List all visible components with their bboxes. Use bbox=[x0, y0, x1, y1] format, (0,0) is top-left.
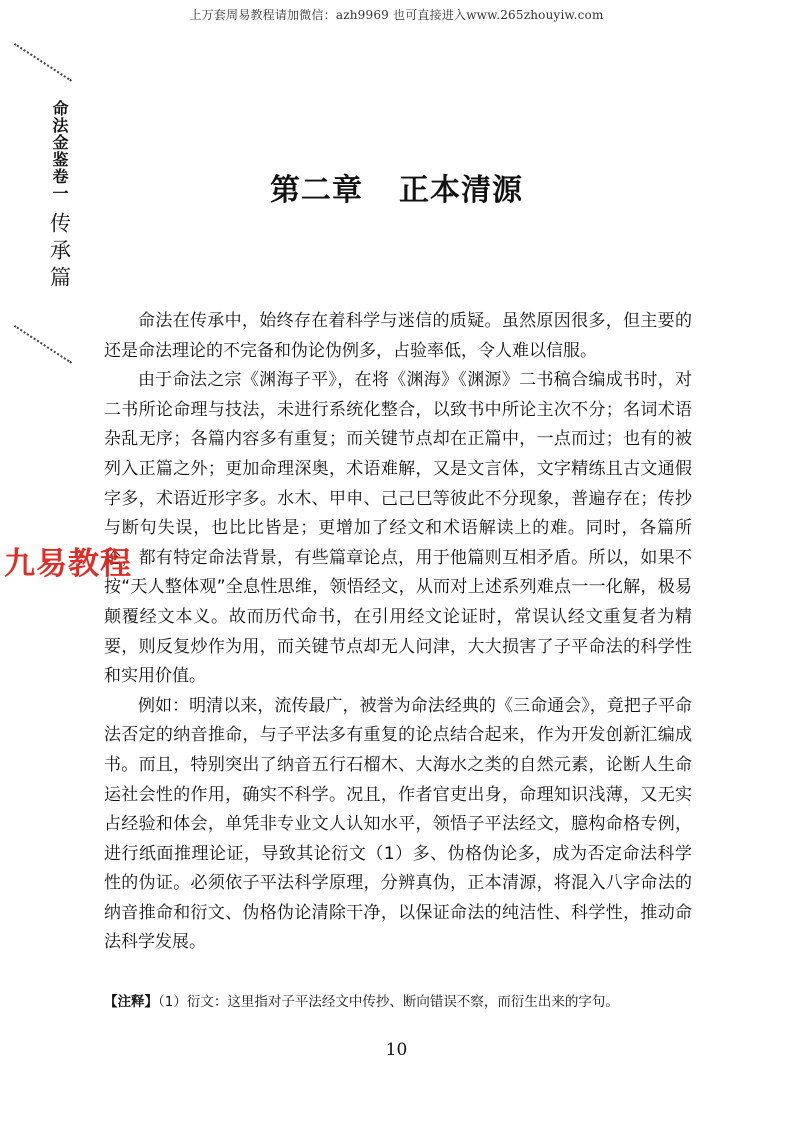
page-number: 10 bbox=[385, 1040, 408, 1060]
chapter-title: 正本清源 bbox=[399, 173, 523, 208]
chapter-number: 第二章 bbox=[270, 173, 363, 208]
footnote-label: 【注释】 bbox=[104, 994, 158, 1010]
header-banner: 上万套周易教程请加微信：azh9969 也可直接进入www.265zhouyiw.com bbox=[189, 8, 604, 22]
decorative-dotted-line-top bbox=[14, 43, 72, 82]
section-title-vertical: 传承篇 bbox=[47, 212, 72, 293]
paragraph: 例如：明清以来，流传最广，被誉为命法经典的《三命通会》，竟把子平命法否定的纳音推命，与子平法多有重复的论点结合起来，作为开发创新汇编成书。而且，特别突出了纳音五行石榴木、大海水之类的自然元素，论断人生命运社会性的作用，确实不科学。况且，作者官吏出身，命理知识浅薄，又无实占经验和体会，单凭非专业文人认知水平，领悟子平法经文，臆构命格专例，进行纸面推理论证，导致其论衍文（1）多、伪格伪论多，成为否定命法科学性的伪证。必须依子平法科学原理，分辨真伪，正本清源，将混入八字命法的纳音推命和衍文、伪格伪论清除干净，以保证命法的纯洁性、科学性，推动命法科学发展。 bbox=[104, 695, 692, 953]
footnote-text: （1）衍文：这里指对子平法经文中传抄、断向错误不察，而衍生出来的字句。 bbox=[158, 994, 619, 1010]
book-title-vertical: 命法金鉴卷一 bbox=[50, 100, 69, 202]
paragraph: 命法在传承中，始终存在着科学与迷信的质疑。虽然原因很多，但主要的还是命法理论的不完备和伪论伪例多，占验率低，令人难以信服。 bbox=[104, 311, 692, 361]
decorative-dotted-line-bottom bbox=[14, 325, 72, 364]
chapter-heading bbox=[0, 165, 793, 209]
body-text bbox=[104, 307, 692, 958]
paragraph: 由于命法之宗《渊海子平》，在将《渊海》《渊源》二书稿合编成书时，对二书所论命理与技法，未进行系统化整合，以致书中所论主次不分；名词术语杂乱无序；各篇内容多有重复；而关键节点却在正篇中，一点而过；也有的被列入正篇之外；更加命理深奥，术语难解，又是文言体，文字精练且古文通假字多，术语近形字多。水木、甲申、己己巳等彼此不分现象，普遍存在；传抄与断句失误，也比比皆是；更增加了经文和术语解读上的难。同时，各篇所论，都有特定命法背景，有些篇章论点，用于他篇则互相矛盾。所以，如果不按“天人整体观”全息性思维，领悟经文，从而对上述系列难点一一化解，极易颠覆经文本义。故而历代命书，在引用经文论证时，常误认经文重复者为精要，则反复炒作为用，而关键节点却无人问津，大大损害了子平命法的科学性和实用价值。 bbox=[104, 370, 692, 687]
watermark-logo: 九易教程 bbox=[4, 546, 132, 582]
footnote bbox=[104, 990, 704, 1010]
